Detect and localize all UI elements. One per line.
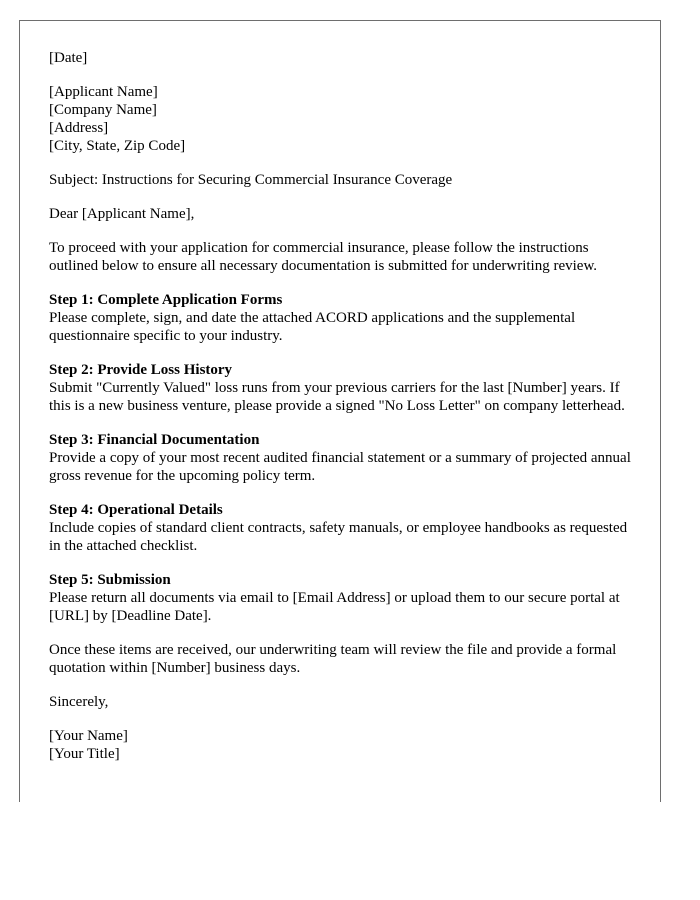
letter-body	[49, 49, 639, 763]
step-title: Step 2: Provide Loss History	[49, 362, 233, 378]
letter-page	[19, 20, 661, 802]
step-2	[49, 361, 639, 415]
step-4	[49, 501, 639, 555]
recipient-address: [Address]	[49, 120, 109, 136]
closing-paragraph: Once these items are received, our underwriting team will review the file and provide a formal quotation within [Number] business days.	[49, 642, 617, 676]
step-1	[49, 291, 639, 345]
step-title: Step 5: Submission	[49, 572, 171, 588]
step-text: Include copies of standard client contracts, safety manuals, or employee handbooks as requested in the attached checklist.	[49, 520, 628, 554]
step-5	[49, 571, 639, 625]
step-title: Step 3: Financial Documentation	[49, 432, 260, 448]
recipient-address-block	[49, 83, 639, 155]
signature-title: [Your Title]	[49, 746, 120, 762]
signature-block	[49, 727, 639, 763]
recipient-name: [Applicant Name]	[49, 84, 158, 100]
subject-line: Subject: Instructions for Securing Commercial Insurance Coverage	[49, 172, 453, 188]
signature-name: [Your Name]	[49, 728, 128, 744]
step-title: Step 4: Operational Details	[49, 502, 223, 518]
recipient-company: [Company Name]	[49, 102, 157, 118]
step-3	[49, 431, 639, 485]
step-text: Please return all documents via email to [Email Address] or upload them to our secure portal at [URL] by [Deadline Date].	[49, 590, 620, 624]
step-text: Please complete, sign, and date the attached ACORD applications and the supplemental questionnaire specific to your industry.	[49, 310, 576, 344]
date-text: [Date]	[49, 50, 88, 66]
step-text: Provide a copy of your most recent audited financial statement or a summary of projected annual gross revenue for the upcoming policy term.	[49, 450, 631, 484]
intro-paragraph: To proceed with your application for commercial insurance, please follow the instructions outlined below to ensure all necessary documentation is submitted for underwriting review.	[49, 240, 598, 274]
step-title: Step 1: Complete Application Forms	[49, 292, 283, 308]
sign-off: Sincerely,	[49, 694, 109, 710]
greeting: Dear [Applicant Name],	[49, 206, 195, 222]
step-text: Submit "Currently Valued" loss runs from your previous carriers for the last [Number] years. If this is a new business venture, please provide a signed "No Loss Letter" on company letterhead.	[49, 380, 625, 414]
letter-date	[49, 49, 639, 67]
recipient-city-state-zip: [City, State, Zip Code]	[49, 138, 186, 154]
